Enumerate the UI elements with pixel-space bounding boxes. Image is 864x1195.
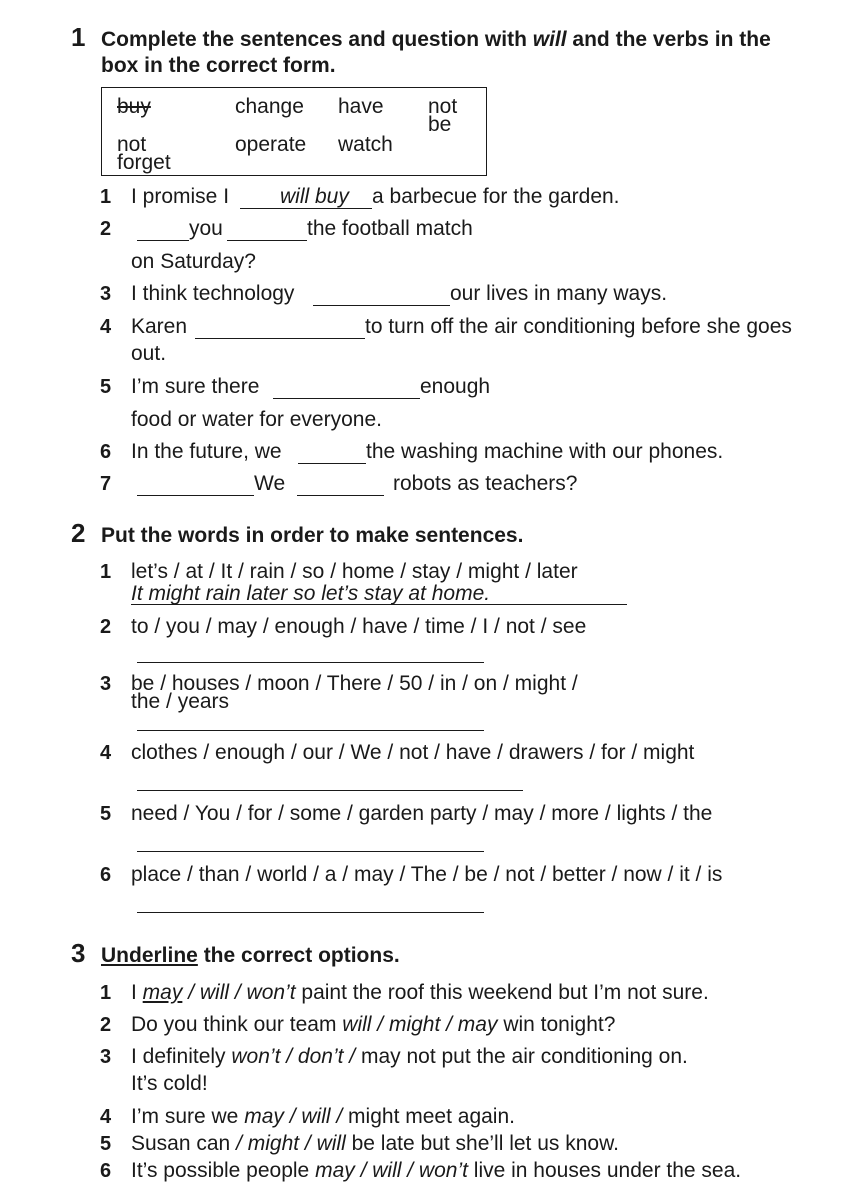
- exercise-2-title: Put the words in order to make sentences.: [101, 524, 524, 547]
- ex1-item-6-text-a: In the future, we: [131, 440, 282, 463]
- ex2-item-6-blank[interactable]: [137, 912, 484, 913]
- ex3-item-4-options[interactable]: may / will /: [244, 1105, 343, 1128]
- ex2-item-4-blank[interactable]: [137, 790, 523, 791]
- ex1-item-5-number: 5: [100, 376, 112, 398]
- exercise-1-number: 1: [71, 22, 86, 52]
- ex2-item-1-answer: It might rain later so let’s stay at home.: [131, 582, 491, 605]
- ex1-item-2-blank-1[interactable]: [137, 240, 189, 241]
- ex3-item-1-text: I may / will / won’t paint the roof this weekend but I’m not sure.: [131, 981, 709, 1004]
- ex1-item-3-number: 3: [100, 283, 112, 305]
- ex1-item-1-text-b: a barbecue for the garden.: [372, 185, 620, 208]
- ex2-item-1-number: 1: [100, 561, 112, 583]
- box-word-watch: watch: [338, 133, 393, 156]
- ex1-item-3-text-b: our lives in many ways.: [450, 282, 668, 305]
- ex1-item-2-blank-2[interactable]: [227, 240, 307, 241]
- word-box: [101, 87, 487, 176]
- ex2-item-2-number: 2: [100, 616, 112, 638]
- ex2-item-5-number: 5: [100, 803, 112, 825]
- exercise-3-number: 3: [71, 938, 86, 968]
- ex1-item-5-blank[interactable]: [273, 398, 420, 399]
- ex2-item-4-number: 4: [100, 742, 112, 764]
- exercise-1-title: Complete the sentences and question with will and the verbs in the: [101, 28, 771, 51]
- ex1-item-1-text-a: I promise I: [131, 185, 230, 208]
- ex1-item-2-text-c: on Saturday?: [131, 250, 256, 273]
- ex1-item-1-answer: will buy: [280, 185, 349, 208]
- ex3-item-3-options[interactable]: won’t / don’t /: [231, 1045, 356, 1068]
- ex2-item-3-words-2: the / years: [131, 690, 230, 713]
- ex3-item-3-text-c: It’s cold!: [131, 1072, 208, 1095]
- ex3-item-5-options[interactable]: / might / will: [236, 1132, 346, 1155]
- ex1-item-7-number: 7: [100, 473, 112, 495]
- box-word-not-forget-2: forget: [117, 151, 171, 174]
- box-word-buy: buy: [117, 95, 151, 118]
- ex1-item-4-text-a: Karen: [131, 315, 188, 338]
- ex3-item-1-options[interactable]: / will / won’t: [182, 981, 296, 1004]
- ex1-item-2-number: 2: [100, 218, 112, 240]
- ex2-item-5-words: need / You / for / some / garden party / may / more / lights / the: [131, 802, 713, 825]
- ex1-item-3-text-a: I think technology: [131, 282, 295, 305]
- ex1-item-6-number: 6: [100, 441, 112, 463]
- ex2-item-4-words: clothes / enough / our / We / not / have / drawers / for / might: [131, 741, 695, 764]
- ex3-item-6-number: 6: [100, 1160, 112, 1182]
- exercise-2-number: 2: [71, 518, 86, 548]
- ex3-item-5-text: Susan can / might / will be late but she’ll let us know.: [131, 1132, 619, 1155]
- ex2-item-3-words: be / houses / moon / There / 50 / in / on / might /: [131, 672, 578, 695]
- ex1-item-4-text-b: to turn off the air conditioning before she goes: [365, 315, 792, 338]
- ex3-item-2-options[interactable]: will / might / may: [342, 1013, 498, 1036]
- box-word-have: have: [338, 95, 384, 118]
- ex1-item-7-blank-1[interactable]: [137, 495, 254, 496]
- ex3-item-6-text: It’s possible people may / will / won’t live in houses under the sea.: [131, 1159, 742, 1182]
- ex2-item-1-words: let’s / at / It / rain / so / home / stay / might / later: [131, 560, 578, 583]
- ex3-item-2-text: Do you think our team will / might / may win tonight?: [131, 1013, 616, 1036]
- ex3-item-4-number: 4: [100, 1106, 112, 1128]
- ex1-item-5-text-b: enough: [420, 375, 491, 398]
- ex1-item-6-text-b: the washing machine with our phones.: [366, 440, 724, 463]
- exercise-3-title: Underline the correct options.: [101, 944, 400, 967]
- ex3-item-1-option-may[interactable]: may: [142, 981, 183, 1004]
- ex2-item-6-number: 6: [100, 864, 112, 886]
- ex1-item-4-number: 4: [100, 316, 112, 338]
- ex2-item-3-number: 3: [100, 673, 112, 695]
- ex2-item-2-words: to / you / may / enough / have / time / I / not / see: [131, 615, 587, 638]
- ex1-item-5-text-c: food or water for everyone.: [131, 408, 382, 431]
- ex3-item-2-number: 2: [100, 1014, 112, 1036]
- box-word-not-be: not: [428, 95, 458, 118]
- box-word-change: change: [235, 95, 304, 118]
- ex1-item-7-text-a: We: [254, 472, 286, 495]
- ex1-item-5-text-a: I’m sure there: [131, 375, 260, 398]
- ex3-item-6-options[interactable]: may / will / won’t: [315, 1159, 468, 1182]
- ex1-item-6-blank[interactable]: [298, 463, 366, 464]
- ex3-item-1-number: 1: [100, 982, 112, 1004]
- ex1-item-7-text-b: robots as teachers?: [393, 472, 578, 495]
- ex3-item-4-text: I’m sure we may / will / might meet again.: [131, 1105, 515, 1128]
- ex1-item-1-number: 1: [100, 186, 112, 208]
- ex1-item-4-blank[interactable]: [195, 338, 365, 339]
- ex1-item-2-text-b: the football match: [307, 217, 473, 240]
- ex1-item-4-text-c: out.: [131, 342, 167, 365]
- ex2-item-2-blank[interactable]: [137, 662, 484, 663]
- ex1-item-7-blank-2[interactable]: [297, 495, 384, 496]
- box-word-not-be-2: be: [428, 113, 452, 136]
- ex2-item-6-words: place / than / world / a / may / The / be / not / better / now / it / is: [131, 863, 723, 886]
- ex1-item-3-blank[interactable]: [313, 305, 450, 306]
- ex1-item-2-text-a: you: [189, 217, 223, 240]
- box-word-not-forget: not: [117, 133, 147, 156]
- ex2-item-5-blank[interactable]: [137, 851, 484, 852]
- ex2-item-1-blank[interactable]: [131, 604, 627, 605]
- ex2-item-3-blank[interactable]: [137, 730, 484, 731]
- ex3-item-5-number: 5: [100, 1133, 112, 1155]
- ex3-item-3-number: 3: [100, 1046, 112, 1068]
- ex3-item-3-text: I definitely won’t / don’t / may not put the air conditioning on.: [131, 1045, 688, 1068]
- box-word-operate: operate: [235, 133, 307, 156]
- exercise-1-title-line2: box in the correct form.: [101, 54, 336, 77]
